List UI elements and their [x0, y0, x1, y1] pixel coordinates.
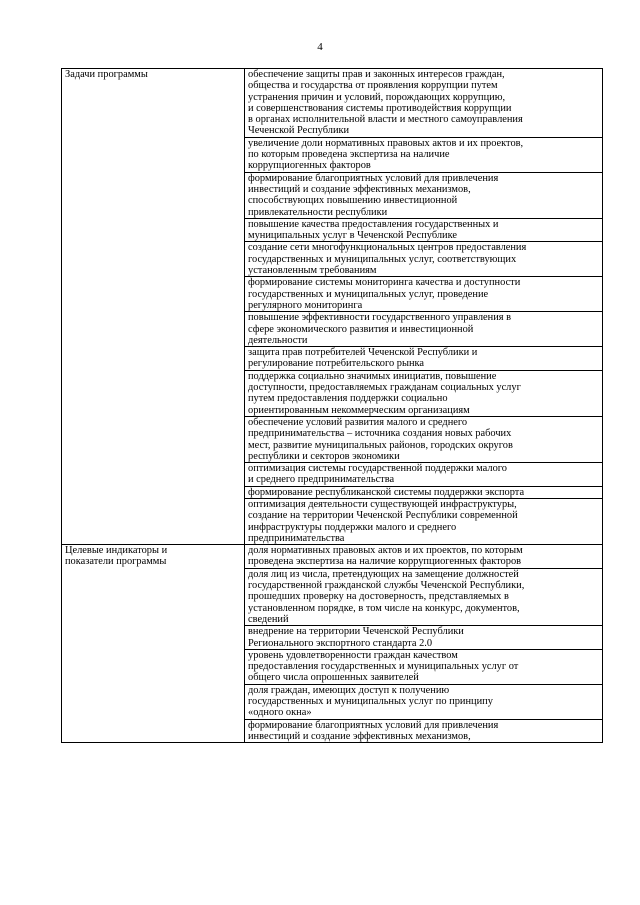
program-passport-table	[61, 68, 603, 743]
task-item: повышение эффективности государственного управления в сфере экономического развития и инвестиционной деятельности	[245, 312, 603, 347]
task-item: обеспечение защиты прав и законных интересов граждан, общества и государства от проявления коррупции путем устранения причин и условий, порождающих коррупцию, и совершенствования системы противодействия коррупции в органах исполнительной власти и местного самоуправления Чеченской Республики	[245, 69, 603, 138]
section-label-indicators: Целевые индикаторы и показатели программы	[62, 545, 245, 743]
page-number: 4	[317, 41, 323, 53]
task-item: оптимизация системы государственной поддержки малого и среднего предпринимательства	[245, 463, 603, 487]
indicator-item: доля лиц из числа, претендующих на замещение должностей государственной гражданской службы Чеченской Республики, прошедших проверку на достоверность, представляемых в установленном порядке, в том числе на конкурс, документов, сведений	[245, 568, 603, 625]
indicator-item: формирование благоприятных условий для привлечения инвестиций и создание эффективных механизмов,	[245, 719, 603, 743]
task-item: формирование благоприятных условий для привлечения инвестиций и создание эффективных механизмов, способствующих повышению инвестиционной привлекательности республики	[245, 172, 603, 218]
task-item: обеспечение условий развития малого и среднего предпринимательства – источника создания новых рабочих мест, развитие муниципальных районов, городских округов республики и секторов экономики	[245, 416, 603, 462]
task-item: оптимизация деятельности существующей инфраструктуры, создание на территории Чеченской Республики современной инфраструктуры поддержки малого и среднего предпринимательства	[245, 498, 603, 544]
indicator-item: уровень удовлетворенности граждан качеством предоставления государственных и муниципальных услуг от общего числа опрошенных заявителей	[245, 649, 603, 684]
section-label-tasks: Задачи программы	[62, 69, 245, 545]
table-row	[62, 69, 603, 138]
indicator-item: доля нормативных правовых актов и их проектов, по которым проведена экспертиза на наличие коррупциогенных факторов	[245, 545, 603, 569]
indicator-item: доля граждан, имеющих доступ к получению государственных и муниципальных услуг по принципу «одного окна»	[245, 684, 603, 719]
table-row	[62, 545, 603, 569]
task-item: создание сети многофункциональных центров предоставления государственных и муниципальных услуг, соответствующих установленным требованиям	[245, 242, 603, 277]
task-item: повышение качества предоставления государственных и муниципальных услуг в Чеченской Республике	[245, 218, 603, 242]
task-item: формирование системы мониторинга качества и доступности государственных и муниципальных услуг, проведение регулярного мониторинга	[245, 277, 603, 312]
task-item: защита прав потребителей Чеченской Республики и регулирование потребительского рынка	[245, 347, 603, 371]
indicator-item: внедрение на территории Чеченской Республики Регионального экспортного стандарта 2.0	[245, 626, 603, 650]
task-item: формирование республиканской системы поддержки экспорта	[245, 486, 603, 498]
task-item: увеличение доли нормативных правовых актов и их проектов, по которым проведена экспертиза на наличие коррупциогенных факторов	[245, 137, 603, 172]
task-item: поддержка социально значимых инициатив, повышение доступности, предоставляемых гражданам социальных услуг путем предоставления поддержки социально ориентированным некоммерческим организациям	[245, 370, 603, 416]
